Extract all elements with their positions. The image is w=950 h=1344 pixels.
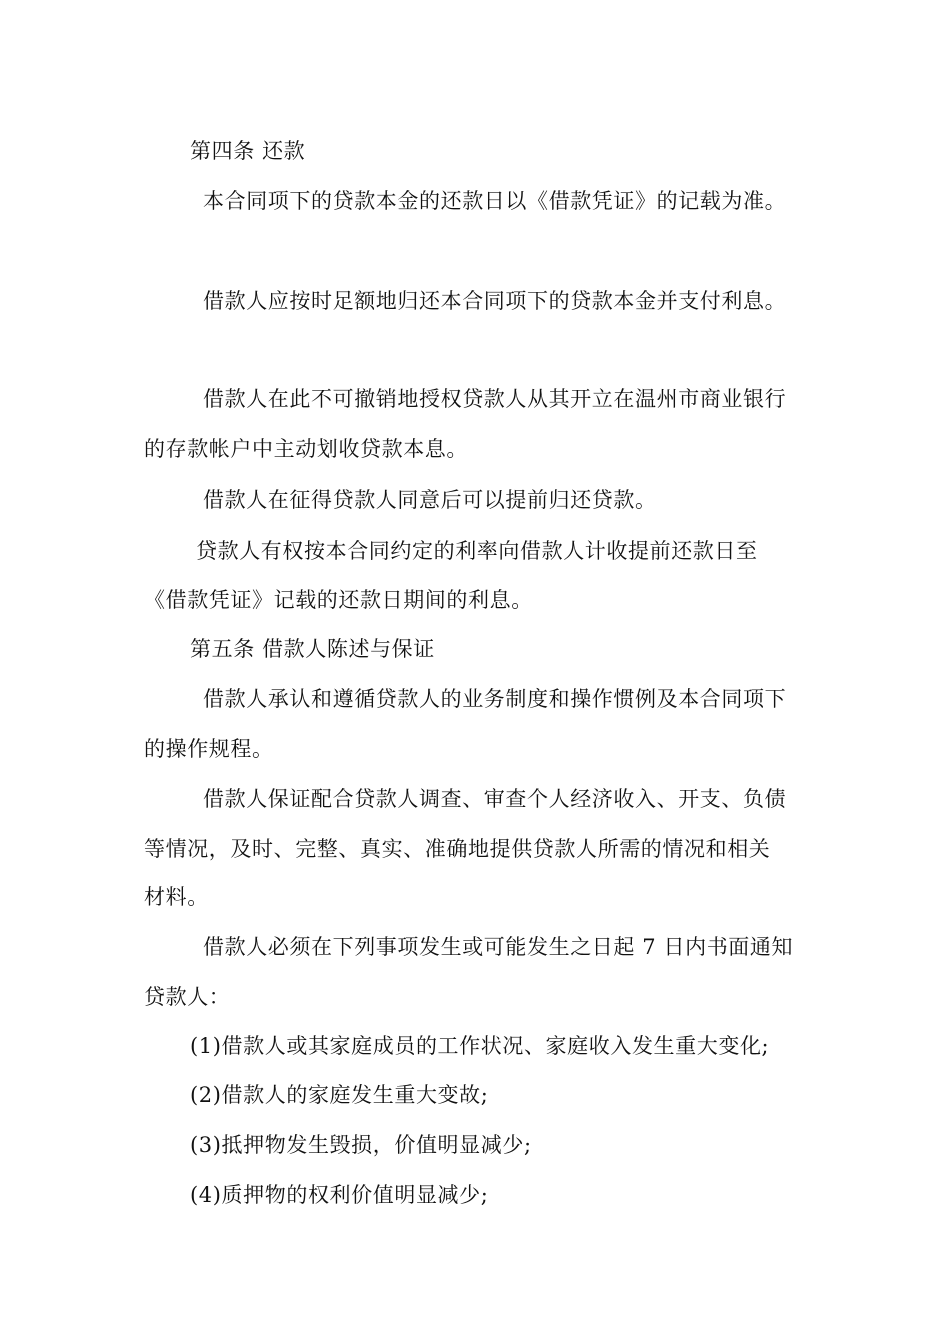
- article-4-paragraph-4: 借款人在征得贷款人同意后可以提前归还贷款。: [203, 488, 657, 512]
- article-5-paragraph-3-line-2: 贷款人：: [144, 985, 231, 1009]
- article-4-paragraph-1: 本合同项下的贷款本金的还款日以《借款凭证》的记载为准。: [203, 189, 787, 213]
- article-5-paragraph-1-line-1: 借款人承认和遵循贷款人的业务制度和操作惯例及本合同项下: [203, 687, 787, 711]
- article-5-paragraph-2-line-3: 材料。: [144, 885, 209, 909]
- list-item-4: (4)质押物的权利价值明显减少;: [190, 1183, 489, 1207]
- article-5-paragraph-3-line-1: 借款人必须在下列事项发生或可能发生之日起 7 日内书面通知: [203, 935, 794, 959]
- list-item-3: (3)抵押物发生毁损，价值明显减少;: [190, 1133, 532, 1157]
- article-4-paragraph-5-line-1: 贷款人有权按本合同约定的利率向借款人计收提前还款日至: [196, 539, 758, 563]
- article-4-paragraph-3-line-1: 借款人在此不可撤销地授权贷款人从其开立在温州市商业银行: [203, 387, 787, 411]
- article-4-paragraph-5-line-2: 《借款凭证》记载的还款日期间的利息。: [144, 588, 533, 612]
- article-5-paragraph-1-line-2: 的操作规程。: [144, 737, 274, 761]
- article-4-paragraph-3-line-2: 的存款帐户中主动划收贷款本息。: [144, 437, 468, 461]
- article-5-paragraph-2-line-1: 借款人保证配合贷款人调查、审查个人经济收入、开支、负债: [203, 787, 787, 811]
- article-5-paragraph-2-line-2: 等情况，及时、完整、真实、准确地提供贷款人所需的情况和相关: [144, 837, 771, 861]
- list-item-1: (1)借款人或其家庭成员的工作状况、家庭收入发生重大变化;: [190, 1034, 770, 1058]
- article-4-paragraph-2: 借款人应按时足额地归还本合同项下的贷款本金并支付利息。: [203, 289, 787, 313]
- list-item-2: (2)借款人的家庭发生重大变故;: [190, 1083, 489, 1107]
- article-4-heading: 第四条 还款: [190, 139, 306, 163]
- article-5-heading: 第五条 借款人陈述与保证: [190, 637, 435, 661]
